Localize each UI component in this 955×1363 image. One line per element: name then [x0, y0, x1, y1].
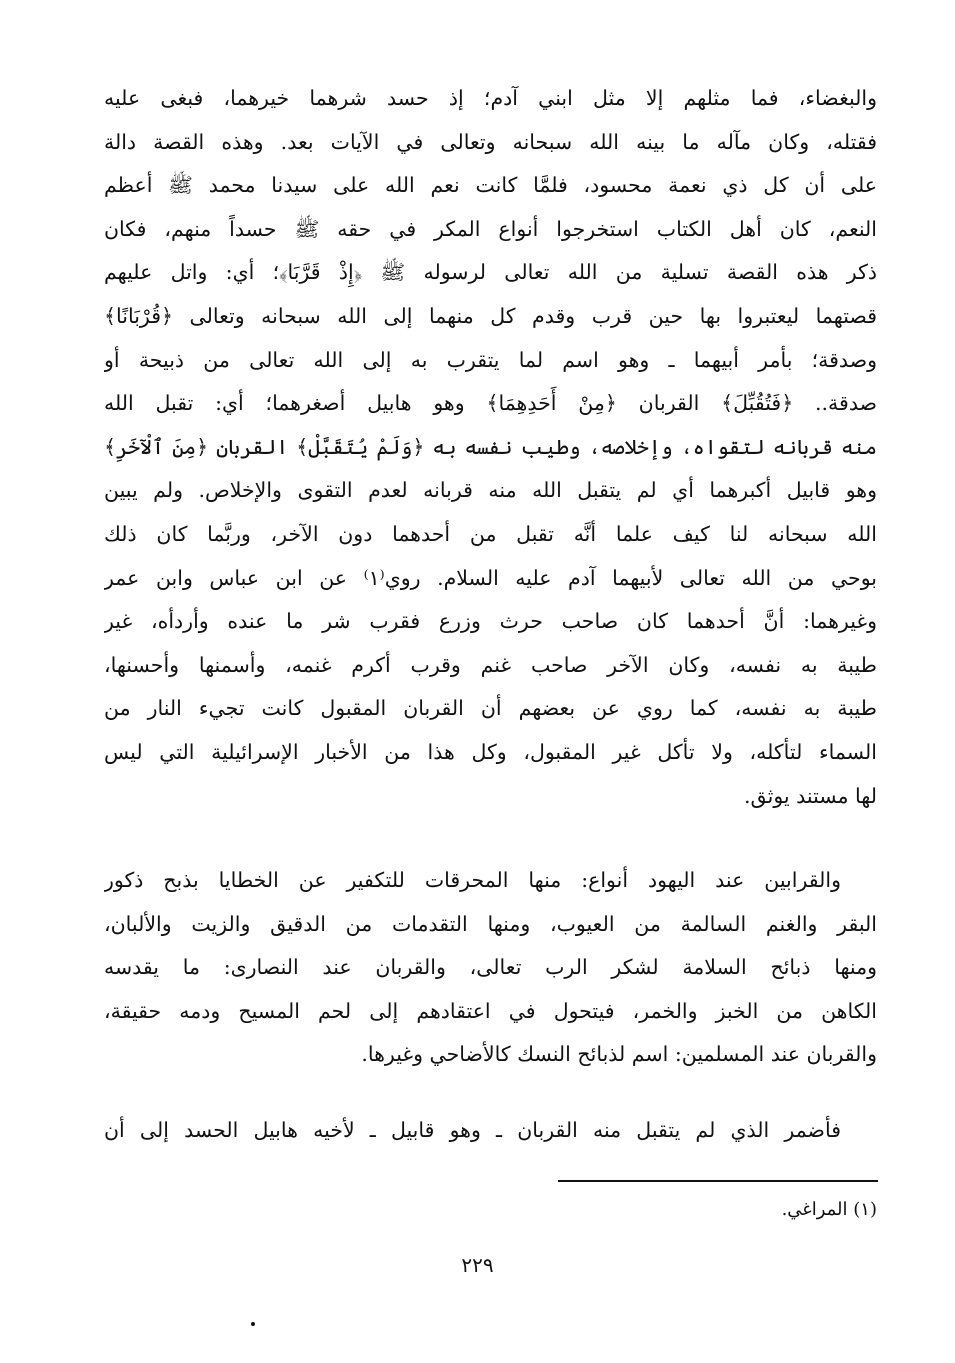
text-line: والقرابين عند اليهود أنواع: منها المحرقات للتكفير عن الخطايا بذبح ذكور [104, 868, 841, 892]
text-line: لها مستند يوثق. [744, 783, 877, 808]
text-line: طيبة به نفسه، كما روي عن بعضهم أن القربان المقبول كانت تجيء النار من [104, 696, 877, 721]
text-line: بوحي من الله تعالى لأبيهما آدم عليه السلام. روي⁽١⁾ عن ابن عباس وابن عمر [104, 565, 877, 590]
text-line: ومنها ذبائح السلامة لشكر الرب تعالى، والقربان عند النصارى: ما يقدسه [104, 955, 877, 980]
scan-speck [251, 1322, 255, 1326]
text-line: فقتله، وكان مآله ما بينه الله سبحانه وتعالى في الآيات بعد. وهذه القصة دالة [104, 129, 877, 154]
text-line: قصتهما ليعتبروا بها حين قرب وقدم كل منهما إلى الله سبحانه وتعالى ﴿قُرْبَانًا﴾ [104, 303, 877, 328]
text-line: البقر والغنم السالمة من العيوب، ومنها التقدمات من الدقيق والزيت والألبان، [104, 911, 877, 936]
footnote-divider [558, 1180, 878, 1182]
text-line: على أن كل ذي نعمة محسود، فلمَّا كانت نعم الله على سيدنا محمد ﷺ أعظم [104, 173, 877, 198]
paragraph-3 [104, 1109, 877, 1153]
text-line: منه قربانه لتقواه، وإخلاصه، وطيب نفسه به ﴿وَلَمْ يُتَقَبَّلْ﴾ القربان ﴿مِنَ ٱلْآخَرِ﴾ [104, 434, 877, 459]
text-line: وهو قابيل أكبرهما أي لم يتقبل الله منه قربانه لعدم التقوى والإخلاص. ولم يبين [104, 478, 877, 503]
text-line: النعم، كان أهل الكتاب استخرجوا أنواع المكر في حقه ﷺ حسداً منهم، فكان [104, 216, 877, 241]
footnote: (١) المراغي. [781, 1199, 877, 1220]
text-line: السماء لتأكله، ولا تأكل غير المقبول، وكل هذا من الأخبار الإسرائيلية التي ليس [104, 739, 877, 764]
text-line: الكاهن من الخبز والخمر، فيتحول في اعتقادهم إلى لحم المسيح ودمه حقيقة، [104, 998, 877, 1023]
text-line: الله سبحانه لنا كيف علما أنَّه تقبل من أحدهما دون الآخر، وربَّما كان ذلك [104, 521, 877, 546]
page-number: ٢٢٩ [461, 1253, 494, 1277]
text-line: وصدقة؛ بأمر أبيهما ـ وهو اسم لما يتقرب به إلى الله تعالى من ذبيحة أو [104, 347, 877, 372]
text-line: وغيرهما: أنَّ أحدهما كان صاحب حرث وزرع فقرب شر ما عنده وأردأه، غير [104, 609, 877, 634]
text-line: ذكر هذه القصة تسلية من الله تعالى لرسوله ﷺ ﴿إِذْ قَرَّبَا﴾؛ أي: واتل عليهم [104, 260, 877, 285]
text-line: صدقة.. ﴿فَتُقُبِّلَ﴾ القربان ﴿مِنْ أَحَدِهِمَا﴾ وهو هابيل أصغرهما؛ أي: تقبل الله [104, 391, 877, 416]
text-line: والقربان عند المسلمين: اسم لذبائح النسك كالأضاحي وغيرها. [361, 1042, 877, 1067]
text-line: فأضمر الذي لم يتقبل منه القربان ـ وهو قابيل ـ لأخيه هابيل الحسد إلى أن [104, 1118, 841, 1142]
paragraph-1 [104, 77, 877, 818]
text-line: طيبة به نفسه، وكان الآخر صاحب غنم وقرب أكرم غنمه، وأسمنها وأحسنها، [104, 652, 877, 677]
text-line: والبغضاء، فما مثلهم إلا مثل ابني آدم؛ إذ حسد شرهما خيرهما، فبغى عليه [104, 86, 877, 110]
paragraph-2 [104, 859, 877, 1077]
